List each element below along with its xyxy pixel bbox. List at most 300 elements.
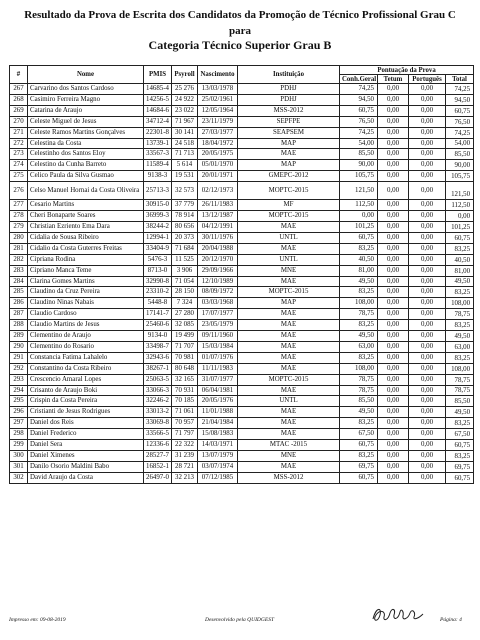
birth-date-cell: 20/05/1976: [198, 396, 238, 407]
candidate-name: Cipriana Rodina: [28, 254, 144, 265]
table-row: [10, 309, 474, 320]
birth-date-cell: 17/07/1977: [198, 309, 238, 320]
row-number: 286: [10, 298, 28, 309]
institution-cell: PDHJ: [238, 84, 340, 95]
birth-date-cell: 02/12/1973: [198, 182, 238, 200]
tetum-score: 0,00: [378, 84, 409, 95]
row-number: 273: [10, 149, 28, 160]
conh-geral-score: 74,25: [340, 84, 378, 95]
portugues-score: 0,00: [409, 265, 446, 276]
portugues-score: 0,00: [409, 363, 446, 374]
institution-cell: MOPTC-2015: [238, 211, 340, 222]
tetum-score: 0,00: [378, 331, 409, 342]
portugues-score: 0,00: [409, 127, 446, 138]
table-row: [10, 254, 474, 265]
pmis-cell: 5448-8: [144, 298, 172, 309]
signature: [370, 603, 426, 625]
birth-date-cell: 13/07/1979: [198, 451, 238, 462]
pmis-cell: 9138-3: [144, 171, 172, 182]
portugues-score: 0,00: [409, 116, 446, 127]
birth-date-cell: 13/12/1987: [198, 211, 238, 222]
tetum-score: 0,00: [378, 429, 409, 440]
portugues-score: 0,00: [409, 331, 446, 342]
conh-geral-score: 0,00: [340, 211, 378, 222]
birth-date-cell: 12/10/1989: [198, 276, 238, 287]
header-pmis: PMIS: [144, 66, 172, 84]
header-tetum: Tetum: [378, 75, 409, 84]
table-row: [10, 407, 474, 418]
institution-cell: MAP: [238, 138, 340, 149]
tetum-score: 0,00: [378, 363, 409, 374]
psyroll-cell: 70 981: [172, 352, 198, 363]
portugues-score: 0,00: [409, 385, 446, 396]
pmis-cell: 12994-1: [144, 232, 172, 243]
portugues-score: 0,00: [409, 221, 446, 232]
conh-geral-score: 54,00: [340, 138, 378, 149]
conh-geral-score: 69,75: [340, 461, 378, 472]
conh-geral-score: 49,50: [340, 407, 378, 418]
table-row: [10, 331, 474, 342]
candidate-name: Cidalio da Costa Guterres Freitas: [28, 243, 144, 254]
table-row: [10, 200, 474, 211]
birth-date-cell: 03/03/1968: [198, 298, 238, 309]
total-score: 112,50: [446, 200, 474, 211]
row-number: 287: [10, 309, 28, 320]
pmis-cell: 32943-6: [144, 352, 172, 363]
conh-geral-score: 83,25: [340, 287, 378, 298]
row-number: 299: [10, 440, 28, 451]
tetum-score: 0,00: [378, 211, 409, 222]
institution-cell: PDHJ: [238, 94, 340, 105]
total-score: 83,25: [446, 243, 474, 254]
row-number: 267: [10, 84, 28, 95]
psyroll-cell: 37 779: [172, 200, 198, 211]
total-score: 60,75: [446, 440, 474, 451]
table-row: [10, 287, 474, 298]
portugues-score: 0,00: [409, 105, 446, 116]
row-number: 295: [10, 396, 28, 407]
total-score: 49,50: [446, 331, 474, 342]
portugues-score: 0,00: [409, 341, 446, 352]
psyroll-cell: 24 922: [172, 94, 198, 105]
tetum-score: 0,00: [378, 243, 409, 254]
total-score: 83,25: [446, 418, 474, 429]
portugues-score: 0,00: [409, 84, 446, 95]
total-score: 83,25: [446, 320, 474, 331]
pmis-cell: 33069-8: [144, 418, 172, 429]
portugues-score: 0,00: [409, 309, 446, 320]
tetum-score: 0,00: [378, 105, 409, 116]
portugues-score: 0,00: [409, 320, 446, 331]
table-row: [10, 127, 474, 138]
psyroll-cell: 71 713: [172, 149, 198, 160]
institution-cell: UNTL: [238, 254, 340, 265]
total-score: 74,25: [446, 127, 474, 138]
total-score: 85,50: [446, 149, 474, 160]
pmis-cell: 23310-2: [144, 287, 172, 298]
psyroll-cell: 7 324: [172, 298, 198, 309]
conh-geral-score: 108,00: [340, 298, 378, 309]
tetum-score: 0,00: [378, 276, 409, 287]
pmis-cell: 33567-3: [144, 149, 172, 160]
table-row: [10, 232, 474, 243]
candidate-name: Crispin da Costa Pereira: [28, 396, 144, 407]
conh-geral-score: 108,00: [340, 363, 378, 374]
portugues-score: 0,00: [409, 418, 446, 429]
psyroll-cell: 70 931: [172, 385, 198, 396]
table-row: [10, 160, 474, 171]
candidate-name: Celeste Miguel de Jesus: [28, 116, 144, 127]
document-title-connector: para: [229, 25, 251, 37]
birth-date-cell: 20/12/1970: [198, 254, 238, 265]
total-score: 78,75: [446, 385, 474, 396]
psyroll-cell: 32 573: [172, 182, 198, 200]
total-score: 108,00: [446, 363, 474, 374]
pmis-cell: 5476-3: [144, 254, 172, 265]
institution-cell: MNE: [238, 451, 340, 462]
tetum-score: 0,00: [378, 309, 409, 320]
candidate-name: Clementino de Araujo: [28, 331, 144, 342]
institution-cell: MSS-2012: [238, 105, 340, 116]
candidate-name: Daniel Ximenes: [28, 451, 144, 462]
candidate-name: Daniel dos Reis: [28, 418, 144, 429]
tetum-score: 0,00: [378, 385, 409, 396]
tetum-score: 0,00: [378, 461, 409, 472]
institution-cell: MAE: [238, 407, 340, 418]
table-row: [10, 298, 474, 309]
institution-cell: MAE: [238, 418, 340, 429]
developer-credit: Desenvolvido pela QUIDGEST: [205, 617, 275, 623]
pmis-cell: 16852-1: [144, 461, 172, 472]
psyroll-cell: 3 906: [172, 265, 198, 276]
birth-date-cell: 15/08/1983: [198, 429, 238, 440]
conh-geral-score: 67,50: [340, 429, 378, 440]
psyroll-cell: 22 322: [172, 440, 198, 451]
total-score: 90,00: [446, 160, 474, 171]
institution-cell: MTAC -2015: [238, 440, 340, 451]
institution-cell: MF: [238, 200, 340, 211]
table-row: [10, 116, 474, 127]
portugues-score: 0,00: [409, 276, 446, 287]
pmis-cell: 38244-2: [144, 221, 172, 232]
conh-geral-score: 121,50: [340, 182, 378, 200]
psyroll-cell: 70 957: [172, 418, 198, 429]
birth-date-cell: 13/03/1978: [198, 84, 238, 95]
birth-date-cell: 07/12/1985: [198, 472, 238, 483]
header-psyroll: Psyroll: [172, 66, 198, 84]
row-number: 292: [10, 363, 28, 374]
institution-cell: MAE: [238, 276, 340, 287]
birth-date-cell: 04/12/1991: [198, 221, 238, 232]
tetum-score: 0,00: [378, 138, 409, 149]
tetum-score: 0,00: [378, 472, 409, 483]
psyroll-cell: 31 239: [172, 451, 198, 462]
pmis-cell: 33013-2: [144, 407, 172, 418]
conh-geral-score: 60,75: [340, 440, 378, 451]
institution-cell: MAE: [238, 243, 340, 254]
conh-geral-score: 83,25: [340, 243, 378, 254]
total-score: 81,00: [446, 265, 474, 276]
birth-date-cell: 29/09/1966: [198, 265, 238, 276]
birth-date-cell: 20/04/1988: [198, 243, 238, 254]
candidate-name: Crisanto de Araujo Boki: [28, 385, 144, 396]
psyroll-cell: 19 531: [172, 171, 198, 182]
tetum-score: 0,00: [378, 94, 409, 105]
conh-geral-score: 83,25: [340, 320, 378, 331]
birth-date-cell: 20/01/1971: [198, 171, 238, 182]
candidate-name: Clarina Gomes Martins: [28, 276, 144, 287]
table-row: [10, 451, 474, 462]
psyroll-cell: 71 061: [172, 407, 198, 418]
conh-geral-score: 60,75: [340, 472, 378, 483]
row-number: 282: [10, 254, 28, 265]
birth-date-cell: 06/04/1981: [198, 385, 238, 396]
row-number: 269: [10, 105, 28, 116]
pmis-cell: 36999-3: [144, 211, 172, 222]
institution-cell: MAE: [238, 341, 340, 352]
candidate-name: Constantino da Costa Ribeiro: [28, 363, 144, 374]
table-row: [10, 84, 474, 95]
pmis-cell: 14684-6: [144, 105, 172, 116]
table-row: [10, 320, 474, 331]
conh-geral-score: 76,50: [340, 116, 378, 127]
table-row: [10, 352, 474, 363]
birth-date-cell: 09/11/1960: [198, 331, 238, 342]
total-score: 83,25: [446, 287, 474, 298]
total-score: 76,50: [446, 116, 474, 127]
portugues-score: 0,00: [409, 243, 446, 254]
total-score: 49,50: [446, 407, 474, 418]
row-number: 301: [10, 461, 28, 472]
candidate-name: Claudio Cardoso: [28, 309, 144, 320]
conh-geral-score: 83,25: [340, 418, 378, 429]
pmis-cell: 11589-4: [144, 160, 172, 171]
table-row: [10, 265, 474, 276]
birth-date-cell: 01/07/1976: [198, 352, 238, 363]
table-row: [10, 105, 474, 116]
tetum-score: 0,00: [378, 352, 409, 363]
institution-cell: MOPTC-2015: [238, 287, 340, 298]
institution-cell: MAP: [238, 160, 340, 171]
pmis-cell: 12336-6: [144, 440, 172, 451]
row-number: 281: [10, 243, 28, 254]
pmis-cell: 32990-8: [144, 276, 172, 287]
candidate-name: Cesario Martins: [28, 200, 144, 211]
candidate-name: Constancia Fatima Lahalelo: [28, 352, 144, 363]
header-portugues: Português: [409, 75, 446, 84]
conh-geral-score: 83,25: [340, 352, 378, 363]
institution-cell: UNTL: [238, 232, 340, 243]
total-score: 60,75: [446, 232, 474, 243]
total-score: 0,00: [446, 211, 474, 222]
tetum-score: 0,00: [378, 440, 409, 451]
tetum-score: 0,00: [378, 396, 409, 407]
conh-geral-score: 83,25: [340, 451, 378, 462]
pmis-cell: 14256-5: [144, 94, 172, 105]
row-number: 298: [10, 429, 28, 440]
psyroll-cell: 80 648: [172, 363, 198, 374]
tetum-score: 0,00: [378, 341, 409, 352]
row-number: 279: [10, 221, 28, 232]
psyroll-cell: 30 141: [172, 127, 198, 138]
conh-geral-score: 85,50: [340, 149, 378, 160]
conh-geral-score: 85,50: [340, 396, 378, 407]
pmis-cell: 17141-7: [144, 309, 172, 320]
total-score: 49,50: [446, 276, 474, 287]
table-row: [10, 276, 474, 287]
results-table: [9, 65, 474, 484]
row-number: 284: [10, 276, 28, 287]
pmis-cell: 28527-7: [144, 451, 172, 462]
row-number: 274: [10, 160, 28, 171]
candidate-name: Claudino Ninas Nabais: [28, 298, 144, 309]
portugues-score: 0,00: [409, 461, 446, 472]
header-total: Total: [446, 75, 474, 84]
header-instituicao: Instituição: [238, 66, 340, 84]
pmis-cell: 33404-9: [144, 243, 172, 254]
tetum-score: 0,00: [378, 116, 409, 127]
document-subtitle: Categoria Técnico Superior Grau B: [148, 38, 332, 52]
portugues-score: 0,00: [409, 138, 446, 149]
total-score: 74,25: [446, 84, 474, 95]
tetum-score: 0,00: [378, 127, 409, 138]
total-score: 105,75: [446, 171, 474, 182]
portugues-score: 0,00: [409, 287, 446, 298]
portugues-score: 0,00: [409, 160, 446, 171]
total-score: 78,75: [446, 374, 474, 385]
pmis-cell: 32246-2: [144, 396, 172, 407]
table-row: [10, 440, 474, 451]
psyroll-cell: 80 656: [172, 221, 198, 232]
total-score: 83,25: [446, 451, 474, 462]
total-score: 60,75: [446, 472, 474, 483]
total-score: 60,75: [446, 105, 474, 116]
row-number: 302: [10, 472, 28, 483]
conh-geral-score: 90,00: [340, 160, 378, 171]
pmis-cell: 33498-7: [144, 341, 172, 352]
portugues-score: 0,00: [409, 298, 446, 309]
psyroll-cell: 28 721: [172, 461, 198, 472]
conh-geral-score: 49,50: [340, 276, 378, 287]
table-row: [10, 429, 474, 440]
institution-cell: MAP: [238, 298, 340, 309]
tetum-score: 0,00: [378, 200, 409, 211]
birth-date-cell: 18/04/1972: [198, 138, 238, 149]
institution-cell: MNE: [238, 265, 340, 276]
institution-cell: MAE: [238, 309, 340, 320]
row-number: 275: [10, 171, 28, 182]
tetum-score: 0,00: [378, 287, 409, 298]
tetum-score: 0,00: [378, 221, 409, 232]
total-score: 94,50: [446, 94, 474, 105]
table-row: [10, 221, 474, 232]
candidate-name: Cheri Bonaparte Soares: [28, 211, 144, 222]
header-pontuacao: Pontuação da Prova: [340, 66, 474, 75]
institution-cell: SEPFPE: [238, 116, 340, 127]
pmis-cell: 38267-1: [144, 363, 172, 374]
pmis-cell: 25713-3: [144, 182, 172, 200]
institution-cell: MAE: [238, 331, 340, 342]
birth-date-cell: 08/09/1972: [198, 287, 238, 298]
conh-geral-score: 40,50: [340, 254, 378, 265]
conh-geral-score: 60,75: [340, 232, 378, 243]
row-number: 272: [10, 138, 28, 149]
candidate-name: Celestina da Costa: [28, 138, 144, 149]
institution-cell: GMEPC-2012: [238, 171, 340, 182]
candidate-name: Daniel Sera: [28, 440, 144, 451]
institution-cell: MAE: [238, 429, 340, 440]
row-number: 291: [10, 352, 28, 363]
tetum-score: 0,00: [378, 418, 409, 429]
institution-cell: MOPTC-2015: [238, 182, 340, 200]
table-row: [10, 182, 474, 200]
row-number: 270: [10, 116, 28, 127]
table-row: [10, 149, 474, 160]
row-number: 276: [10, 182, 28, 200]
row-number: 288: [10, 320, 28, 331]
candidate-name: David Araujo da Costa: [28, 472, 144, 483]
conh-geral-score: 63,00: [340, 341, 378, 352]
tetum-score: 0,00: [378, 254, 409, 265]
conh-geral-score: 78,75: [340, 385, 378, 396]
birth-date-cell: 03/07/1974: [198, 461, 238, 472]
birth-date-cell: 23/11/1979: [198, 116, 238, 127]
row-number: 297: [10, 418, 28, 429]
birth-date-cell: 05/01/1970: [198, 160, 238, 171]
psyroll-cell: 32 165: [172, 374, 198, 385]
pmis-cell: 26497-0: [144, 472, 172, 483]
psyroll-cell: 71 684: [172, 243, 198, 254]
institution-cell: MAE: [238, 363, 340, 374]
row-number: 300: [10, 451, 28, 462]
psyroll-cell: 20 373: [172, 232, 198, 243]
table-row: [10, 363, 474, 374]
row-number: 293: [10, 374, 28, 385]
portugues-score: 0,00: [409, 407, 446, 418]
birth-date-cell: 27/03/1977: [198, 127, 238, 138]
candidate-name: Cristianti de Jesus Rodrigues: [28, 407, 144, 418]
institution-cell: MAE: [238, 221, 340, 232]
total-score: 69,75: [446, 461, 474, 472]
portugues-score: 0,00: [409, 374, 446, 385]
header-num: #: [10, 66, 28, 84]
pmis-cell: 30915-0: [144, 200, 172, 211]
conh-geral-score: 78,75: [340, 309, 378, 320]
portugues-score: 0,00: [409, 429, 446, 440]
table-row: [10, 94, 474, 105]
portugues-score: 0,00: [409, 211, 446, 222]
row-number: 280: [10, 232, 28, 243]
row-number: 271: [10, 127, 28, 138]
header-nascimento: Nascimento: [198, 66, 238, 84]
portugues-score: 0,00: [409, 182, 446, 200]
portugues-score: 0,00: [409, 232, 446, 243]
header-conh-geral: Conh.Geral: [340, 75, 378, 84]
candidate-name: Clementino do Rosario: [28, 341, 144, 352]
total-score: 63,00: [446, 341, 474, 352]
candidate-name: Celestinho dos Santos Eloy: [28, 149, 144, 160]
portugues-score: 0,00: [409, 171, 446, 182]
candidate-name: Celeste Ramos Martins Gonçalves: [28, 127, 144, 138]
candidate-name: Casimiro Ferreira Magno: [28, 94, 144, 105]
header-nome: Nome: [28, 66, 144, 84]
birth-date-cell: 11/01/1988: [198, 407, 238, 418]
institution-cell: MOPTC-2015: [238, 374, 340, 385]
total-score: 40,50: [446, 254, 474, 265]
candidate-name: Cidalia de Sousa Ribeiro: [28, 232, 144, 243]
conh-geral-score: 81,00: [340, 265, 378, 276]
portugues-score: 0,00: [409, 200, 446, 211]
